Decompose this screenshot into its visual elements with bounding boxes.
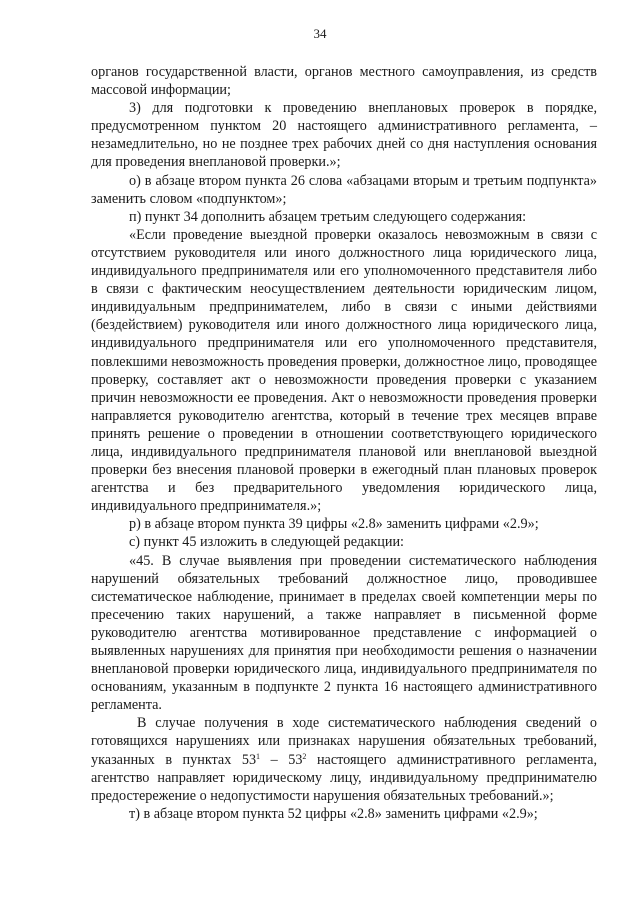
document-body xyxy=(91,63,597,823)
paragraph-point-45: «45. В случае выявления при проведении систематического наблюдения нарушений обязательных требований должностное лицо, проводившее систематическое наблюдение, принимает в пределах своей компетенции меры по пресечению таких нарушений, а также направляет в письменной форме руководителю агентства мотивированное представление с информацией о выявленных нарушениях для принятия при необходимости решения о назначении внеплановой проверки юридического лица, индивидуального предпринимателя по основаниям, указанным в подпункте 2 пункта 16 настоящего административного регламента. xyxy=(91,552,597,714)
warning-text-before: В случае получения в ходе систематического наблюдения сведений о готовящихся нарушениях или признаках нарушения обязательных требований, указанных в пунктах 53 xyxy=(91,715,597,768)
paragraph-item-3: 3) для подготовки к проведению внеплановых проверок в порядке, предусмотренном пунктом 20 настоящего административного регламента, – незамедлительно, но не позднее трех рабочих дней со дня наступления основания для проведения внеплановой проверки.»; xyxy=(91,100,597,171)
page-number: 34 xyxy=(313,26,327,41)
warning-text-dash: – 53 xyxy=(260,751,303,768)
paragraph-item-p: п) пункт 34 дополнить абзацем третьим следующего содержания: xyxy=(129,208,527,225)
superscript-2: 2 xyxy=(302,751,307,761)
paragraph-quote-inspection: «Если проведение выездной проверки оказалось невозможным в связи с отсутствием руководителя или иного должностного лица юридического лица, индивидуального предпринимателя или его уполномоченного представителя либо в связи с фактическим неосуществлением деятельности юридическим лицом, индивидуальным предпринимателем, либо в связи с иными действиями (бездействием) руководителя или иного должностного лица юридического лица, индивидуального предпринимателя или его уполномоченного представителя, повлекшими невозможность проведения проверки, должностное лицо, проводящее проверку, составляет акт о невозможности проведения проверки с указанием причин невозможности ее проведения. Акт о невозможности проведения проверки направляется руководителю агентства, который в течение трех месяцев вправе принять решение о проведении в отношении соответствующего юридического лица, индивидуального предпринимателя плановой или внеплановой выездной проверки без внесения плановой проверки в ежегодный план плановых проверок агентства и без предварительного уведомления юридического лица, индивидуального предпринимателя.»; xyxy=(91,226,597,515)
warning-text-after: настоящего административного регламента, агентство направляет юридическому лицу, индивидуальному предпринимателю предостережение о недопустимости нарушения обязательных требований.»; xyxy=(91,751,598,804)
paragraph-continuation: органов государственной власти, органов местного самоуправления, из средств массовой информации; xyxy=(91,64,597,99)
paragraph-warning xyxy=(91,714,597,804)
paragraph-item-r: р) в абзаце втором пункта 39 цифры «2.8» заменить цифрами «2.9»; xyxy=(129,516,539,533)
superscript-1: 1 xyxy=(256,751,261,761)
paragraph-item-t: т) в абзаце втором пункта 52 цифры «2.8» заменить цифрами «2.9»; xyxy=(129,805,538,822)
paragraph-item-s: с) пункт 45 изложить в следующей редакции: xyxy=(129,534,404,551)
paragraph-item-o: о) в абзаце втором пункта 26 слова «абзацами вторым и третьим подпункта» заменить словом «подпунктом»; xyxy=(91,172,597,207)
